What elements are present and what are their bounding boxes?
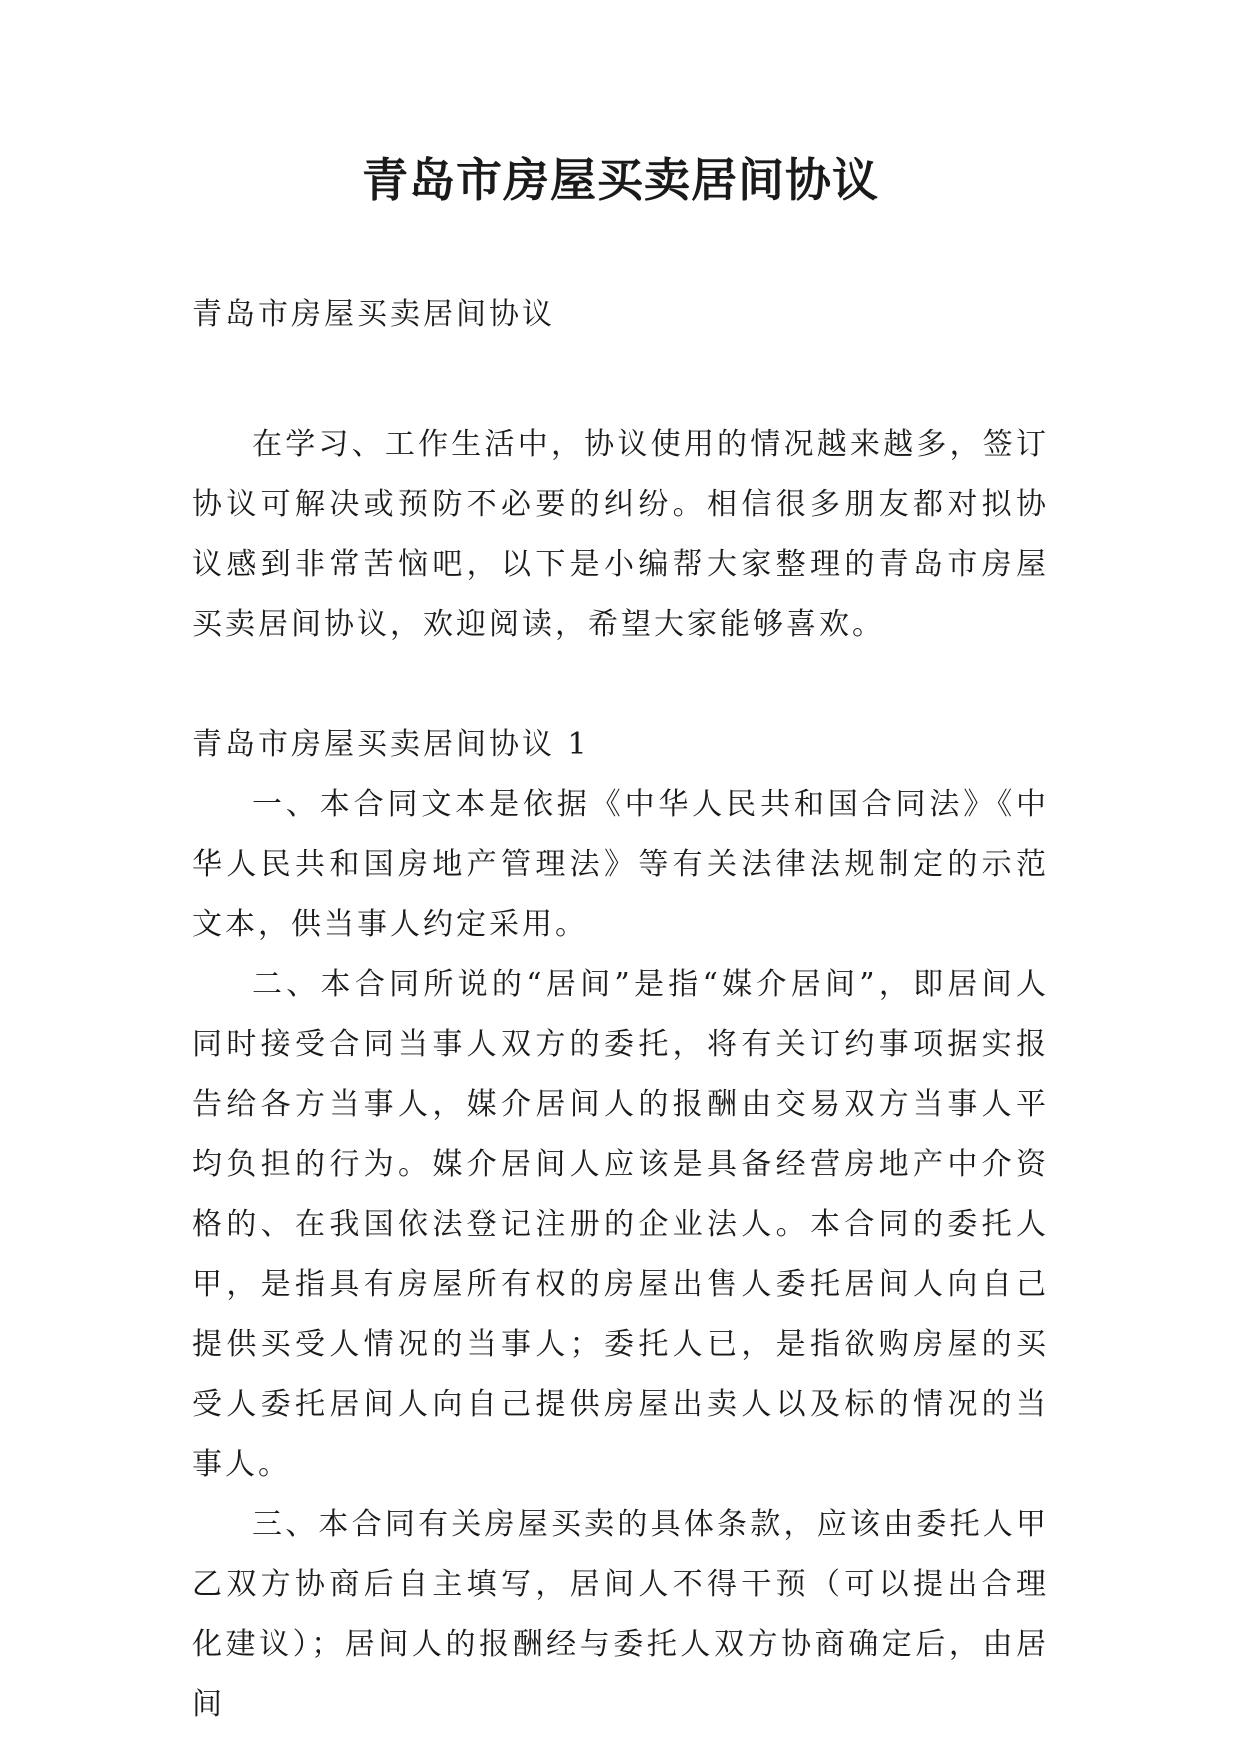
intro-paragraph: 在学习、工作生活中，协议使用的情况越来越多，签订协议可解决或预防不必要的纠纷。相信很多朋友都对拟协议感到非常苦恼吧，以下是小编帮大家整理的青岛市房屋买卖居间协议，欢迎阅读，希望大家能够喜欢。	[192, 427, 1049, 642]
clause-paragraph-1: 一、本合同文本是依据《中华人民共和国合同法》《中华人民共和国房地产管理法》等有关法律法规制定的示范文本，供当事人约定采用。	[192, 787, 1049, 942]
document-body	[192, 285, 1049, 1735]
document-subtitle: 青岛市房屋买卖居间协议	[192, 297, 555, 332]
clause-paragraph-2: 二、本合同所说的“居间”是指“媒介居间”，即居间人同时接受合同当事人双方的委托，将有关订约事项据实报告给各方当事人，媒介居间人的报酬由交易双方当事人平均负担的行为。媒介居间人应该是具备经营房地产中介资格的、在我国依法登记注册的企业法人。本合同的委托人甲，是指具有房屋所有权的房屋出售人委托居间人向自己提供买受人情况的当事人；委托人已，是指欲购房屋的买受人委托居间人向自己提供房屋出卖人以及标的情况的当事人。	[192, 967, 1049, 1482]
document-title: 青岛市房屋买卖居间协议	[362, 153, 879, 207]
section-heading: 青岛市房屋买卖居间协议 1	[192, 727, 590, 762]
clause-paragraph-3: 三、本合同有关房屋买卖的具体条款，应该由委托人甲乙双方协商后自主填写，居间人不得干预（可以提出合理化建议）；居间人的报酬经与委托人双方协商确定后，由居间	[192, 1507, 1049, 1722]
